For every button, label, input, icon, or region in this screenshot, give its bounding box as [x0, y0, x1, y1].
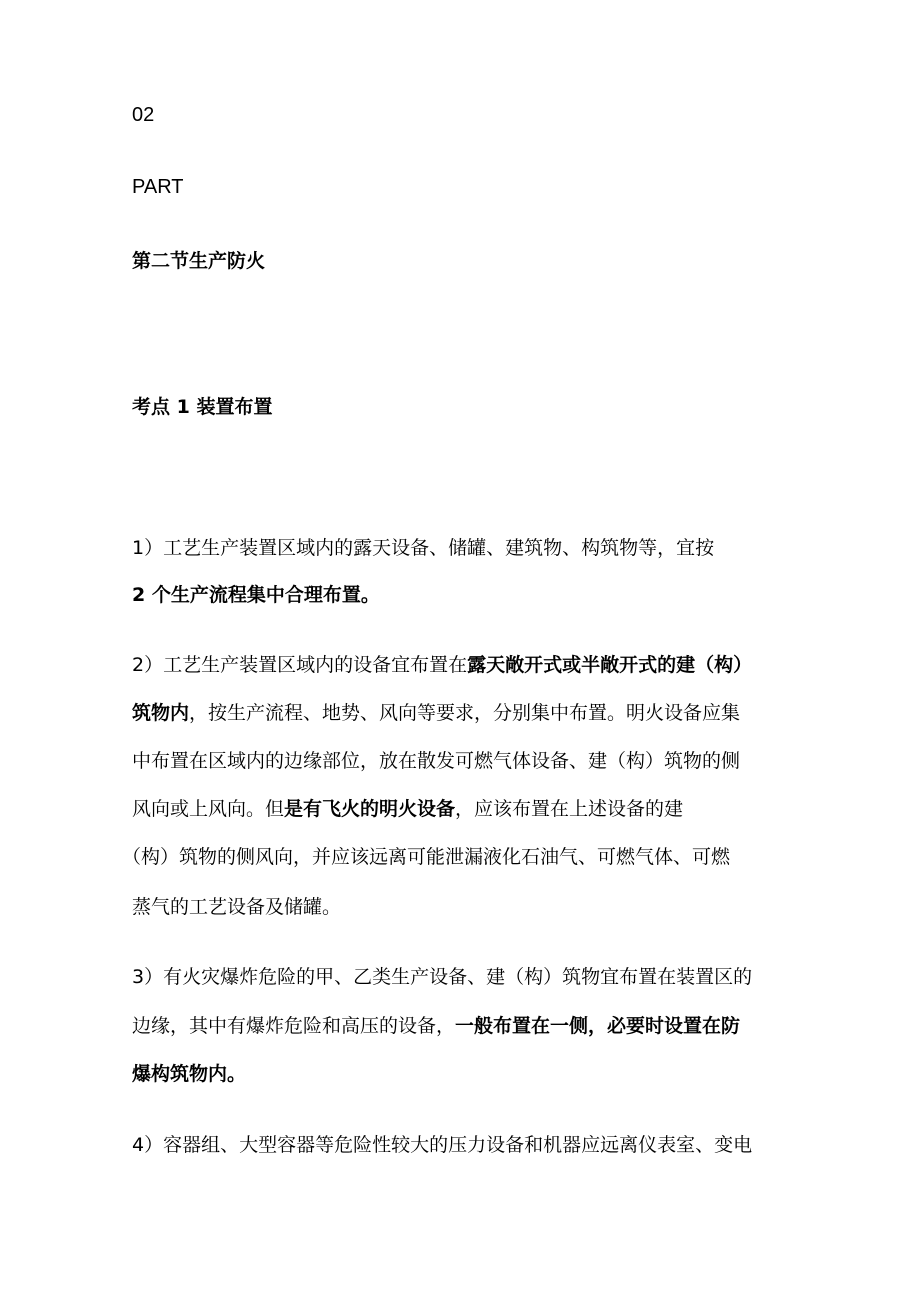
paragraph-4-line-1: 4）容器组、大型容器等危险性较大的压力设备和机器应远离仪表室、变电: [132, 1134, 753, 1156]
paragraph-1-line-1: 1）工艺生产装置区域内的露天设备、储罐、建筑物、构筑物等，宜按: [132, 537, 715, 559]
paragraph-1-line-2: 2 个生产流程集中合理布置。: [132, 584, 380, 606]
paragraph-2-line-2-text: ，按生产流程、地势、风向等要求，分别集中布置。明火设备应集: [189, 702, 741, 724]
part-label: PART: [132, 176, 184, 198]
paragraph-2-line-2: [132, 701, 740, 725]
paragraph-3-line-2: [132, 1014, 740, 1038]
paragraph-2-line-4: [132, 797, 683, 821]
paragraph-2-line-2-emphasis: 筑物内: [132, 702, 190, 724]
paragraph-2-line-6: 蒸气的工艺设备及储罐。: [132, 896, 342, 918]
paragraph-2-line-1-text: 2）工艺生产装置区域内的设备宜布置在: [132, 654, 468, 676]
paragraph-2-line-1-emphasis: 露天敞开式或半敞开式的建（构）: [467, 654, 753, 676]
paragraph-2-line-1: [132, 653, 752, 677]
paragraph-2-line-5: （构）筑物的侧风向，并应该远离可能泄漏液化石油气、可燃气体、可燃: [122, 846, 731, 868]
paragraph-3-line-1: 3）有火灾爆炸危险的甲、乙类生产设备、建（构）筑物宜布置在装置区的: [132, 966, 753, 988]
topic-title: 考点 1 装置布置: [132, 396, 273, 418]
paragraph-2-line-4-text-a: 风向或上风向。但: [132, 798, 285, 820]
section-title: 第二节生产防火: [132, 250, 266, 272]
part-number: 02: [132, 104, 155, 126]
paragraph-3-line-2-text: 边缘，其中有爆炸危险和高压的设备，: [132, 1015, 456, 1037]
paragraph-2-line-4-text-b: ，应该布置在上述设备的建: [455, 798, 684, 820]
paragraph-3-line-3: 爆构筑物内。: [132, 1063, 247, 1085]
paragraph-3-line-2-emphasis: 一般布置在一侧，必要时设置在防: [455, 1015, 741, 1037]
paragraph-2-line-4-emphasis: 是有飞火的明火设备: [284, 798, 456, 820]
paragraph-2-line-3: 中布置在区域内的边缘部位，放在散发可燃气体设备、建（构）筑物的侧: [132, 750, 741, 772]
